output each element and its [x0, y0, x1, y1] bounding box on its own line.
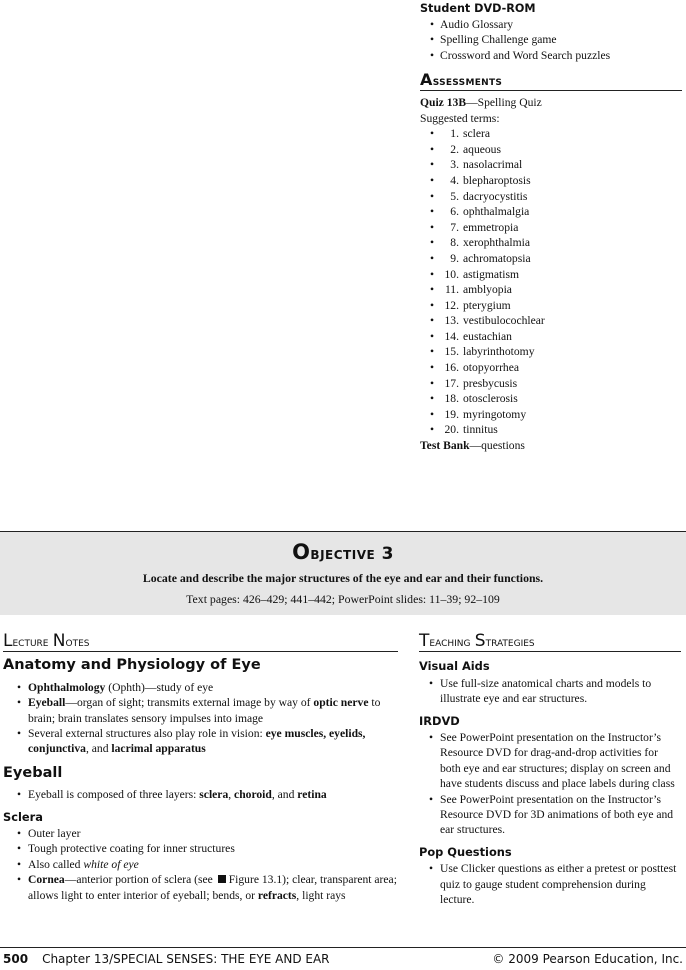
term-item: • 13. vestibulocochlear: [430, 313, 682, 329]
section-heading: Anatomy and Physiology of Eye: [3, 657, 261, 674]
list-item: • Outer layer: [17, 826, 398, 841]
objective-pages: Text pages: 426–429; 441–442; PowerPoint slides: 11–39; 92–109: [186, 592, 500, 606]
footer-rule: [0, 947, 686, 948]
irdvd-list: [419, 730, 681, 838]
term-item: • 20. tinnitus: [430, 422, 682, 438]
copyright: © 2009 Pearson Education, Inc.: [492, 952, 683, 966]
sclera-list: [3, 826, 398, 903]
term-item: • 19. myringotomy: [430, 407, 682, 423]
list-item: • Eyeball is composed of three layers: sclera, choroid, and retina: [17, 787, 398, 802]
teaching-strategies-heading: Teaching Strategies: [419, 634, 681, 652]
teaching-strategies-column: [419, 631, 681, 908]
term-item: • 2. aqueous: [430, 142, 682, 158]
chapter-title: Chapter 13/SPECIAL SENSES: THE EYE AND EAR: [42, 952, 330, 966]
list-item: • Eyeball—organ of sight; transmits external image by way of optic nerve to brain; brain translates sensory impulses into image: [17, 695, 398, 726]
term-item: • 6. ophthalmalgia: [430, 204, 682, 220]
term-item: • 4. blepharoptosis: [430, 173, 682, 189]
objective-title: Objective 3: [292, 540, 394, 564]
term-item: • 8. xerophthalmia: [430, 235, 682, 251]
subheading: Sclera: [3, 809, 43, 824]
quiz-line: Quiz 13B—Spelling Quiz: [420, 95, 542, 109]
term-item: • 9. achromatopsia: [430, 251, 682, 267]
objective-description: Locate and describe the major structures of the eye and ear and their functions.: [142, 571, 544, 585]
list-item: • See PowerPoint presentation on the Instructor’s Resource DVD for drag-and-drop activities for both eye and ear structures; display on screen and have students discuss and place labels during class: [429, 730, 681, 792]
term-item: • 15. labyrinthotomy: [430, 344, 682, 360]
assessments-heading: Assessments: [420, 72, 682, 91]
term-item: • 18. otosclerosis: [430, 391, 682, 407]
list-item: • Cornea—anterior portion of sclera (see Figure 13.1); clear, transparent area; allows light to enter interior of eyeball; bends, or refracts, light rays: [17, 872, 398, 903]
list-item: • Crossword and Word Search puzzles: [430, 48, 682, 64]
suggested-label: Suggested terms:: [420, 111, 500, 125]
list-item: • Several external structures also play role in vision: eye muscles, eyelids, conjunctiva, and lacrimal apparatus: [17, 726, 398, 757]
section-heading: Eyeball: [3, 764, 63, 781]
lecture-notes-heading: Lecture Notes: [3, 634, 398, 652]
pop-questions-list: [419, 861, 681, 907]
pop-questions-heading: Pop Questions: [419, 844, 512, 859]
term-item: • 12. pterygium: [430, 298, 682, 314]
dvd-heading: Student DVD-ROM: [420, 2, 536, 15]
term-item: • 11. amblyopia: [430, 282, 682, 298]
lecture-notes-column: [3, 631, 398, 903]
page-number: 500: [3, 952, 29, 966]
visual-aids-list: [419, 676, 681, 707]
list-item: • Use Clicker questions as either a pretest or posttest quiz to gauge student comprehension during lecture.: [429, 861, 681, 907]
eyeball-list: [3, 787, 398, 802]
dvd-list: [420, 17, 682, 64]
list-item: • Also called white of eye: [17, 857, 398, 872]
list-item: • See PowerPoint presentation on the Instructor’s Resource DVD for 3D animations of both eye and ear structures.: [429, 792, 681, 838]
term-item: • 5. dacryocystitis: [430, 189, 682, 205]
irdvd-heading: IRDVD: [419, 713, 460, 728]
term-item: • 14. eustachian: [430, 329, 682, 345]
footer: [3, 952, 683, 966]
figure-square-icon: [218, 875, 226, 883]
list-item: • Ophthalmology (Ophth)—study of eye: [17, 680, 398, 695]
term-item: • 10. astigmatism: [430, 267, 682, 283]
list-item: • Tough protective coating for inner structures: [17, 841, 398, 856]
top-column: [420, 0, 682, 454]
term-list: [420, 126, 682, 438]
term-item: • 1. sclera: [430, 126, 682, 142]
anatomy-list: [3, 680, 398, 757]
term-item: • 16. otopyorrhea: [430, 360, 682, 376]
test-bank-line: Test Bank—questions: [420, 439, 525, 453]
list-item: • Audio Glossary: [430, 17, 682, 33]
list-item: • Use full-size anatomical charts and models to illustrate eye and ear structures.: [429, 676, 681, 707]
term-item: • 17. presbycusis: [430, 376, 682, 392]
term-item: • 7. emmetropia: [430, 220, 682, 236]
term-item: • 3. nasolacrimal: [430, 157, 682, 173]
list-item: • Spelling Challenge game: [430, 32, 682, 48]
visual-aids-heading: Visual Aids: [419, 659, 490, 674]
